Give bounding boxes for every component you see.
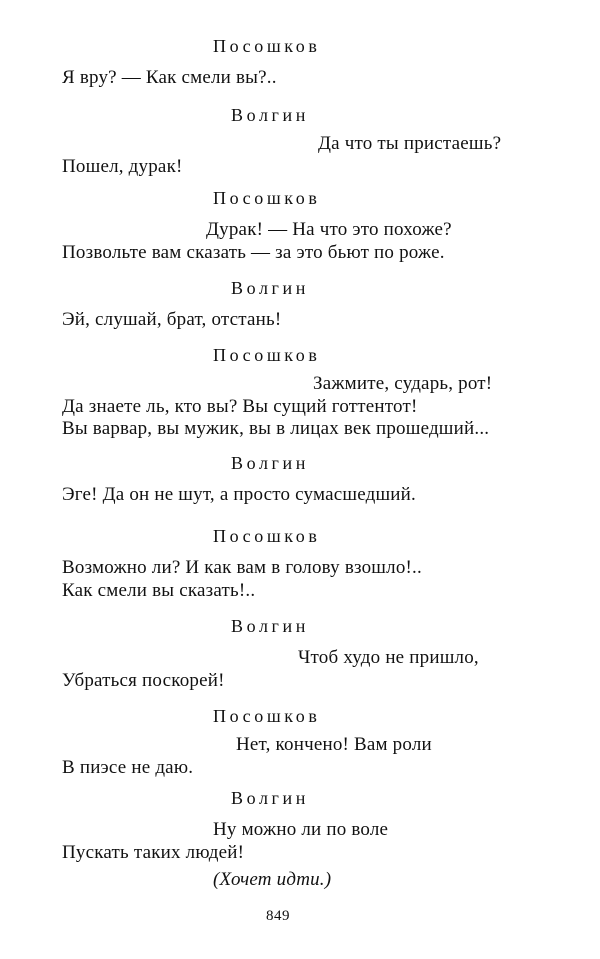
verse-line: Нет, кончено! Вам роли	[236, 734, 432, 755]
verse-line: Чтоб худо не пришло,	[298, 647, 479, 668]
speaker-name: Посошков	[213, 36, 321, 56]
verse-line: В пиэсе не даю.	[62, 757, 194, 778]
verse-line: Да что ты пристаешь?	[318, 133, 502, 154]
stage-direction: (Хочет идти.)	[213, 869, 332, 890]
verse-line: Эге! Да он не шут, а просто сумасшедший.	[62, 484, 416, 505]
verse-line: Убраться поскорей!	[62, 670, 225, 691]
verse-line: Я вру? — Как смели вы?..	[62, 67, 277, 88]
verse-line: Эй, слушай, брат, отстань!	[62, 309, 282, 330]
verse-line: Вы варвар, вы мужик, вы в лицах век прошедший...	[62, 418, 490, 439]
speaker-name: Посошков	[213, 526, 321, 546]
verse-line: Зажмите, сударь, рот!	[313, 373, 493, 394]
verse-line: Дурак! — На что это похоже?	[206, 219, 452, 240]
speaker-name: Волгин	[231, 453, 309, 473]
verse-line: Возможно ли? И как вам в голову взошло!..	[62, 557, 422, 578]
speaker-name: Волгин	[231, 105, 309, 125]
verse-line: Да знаете ль, кто вы? Вы сущий готтентот!	[62, 396, 418, 417]
page-number: 849	[266, 908, 290, 924]
verse-line: Пускать таких людей!	[62, 842, 245, 863]
verse-line: Ну можно ли по воле	[213, 819, 389, 840]
verse-line: Пошел, дурак!	[62, 156, 183, 177]
verse-line: Позвольте вам сказать — за это бьют по роже.	[62, 242, 445, 263]
speaker-name: Посошков	[213, 706, 321, 726]
speaker-name: Волгин	[231, 278, 309, 298]
speaker-name: Посошков	[213, 345, 321, 365]
speaker-name: Посошков	[213, 188, 321, 208]
verse-line: Как смели вы сказать!..	[62, 580, 256, 601]
speaker-name: Волгин	[231, 616, 309, 636]
speaker-name: Волгин	[231, 788, 309, 808]
